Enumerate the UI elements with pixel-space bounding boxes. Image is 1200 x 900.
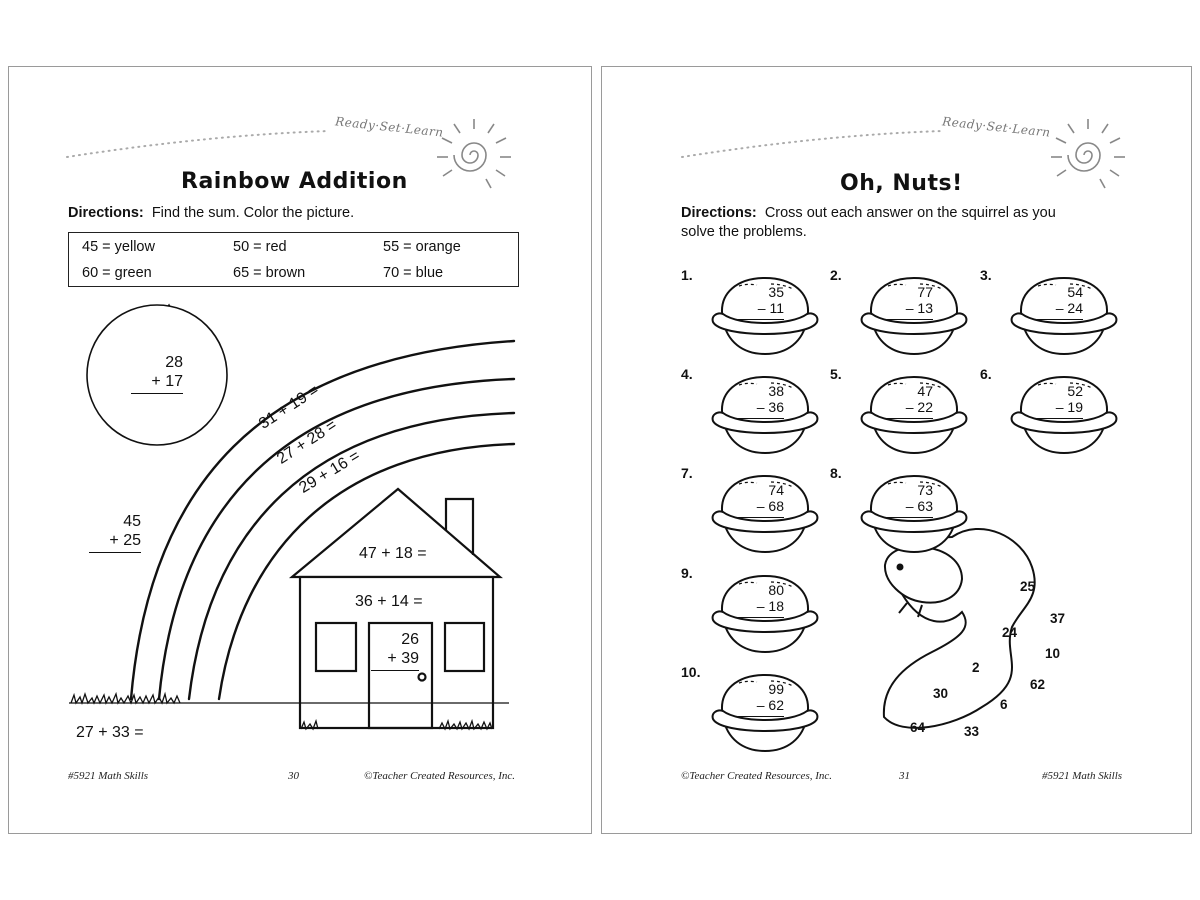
subtrahend: – 68 — [756, 498, 784, 514]
footer-right: #5921 Math Skills — [1042, 770, 1123, 782]
subtrahend: – 24 — [1055, 300, 1083, 316]
subtrahend: – 36 — [756, 399, 784, 415]
footer-right: ©Teacher Created Resources, Inc. — [364, 770, 516, 782]
left-problem-top: 45 — [123, 513, 141, 530]
squirrel-answer[interactable]: 6 — [1000, 697, 1008, 712]
minuend: 73 — [917, 482, 933, 498]
squirrel-answer[interactable]: 37 — [1050, 611, 1066, 626]
problem-number: 4. — [681, 366, 693, 382]
subtraction-problem — [736, 284, 784, 320]
problem-number: 6. — [980, 366, 992, 382]
page-title: Rainbow Addition — [181, 169, 408, 194]
subtraction-problem — [736, 482, 784, 518]
subtrahend: – 11 — [757, 300, 784, 316]
directions-text: Cross out each answer on the squirrel as you — [764, 205, 1056, 221]
rainbow-problem: 29 + 16 = — [296, 447, 364, 497]
minuend: 52 — [1067, 383, 1083, 399]
header-sun-logo — [437, 119, 511, 188]
page-title: Oh, Nuts! — [840, 171, 963, 196]
directions-label: Directions: — [68, 205, 144, 221]
left-problem — [89, 512, 141, 553]
color-key-item: 45 = yellow — [82, 239, 155, 255]
header-sun-logo — [1051, 119, 1125, 188]
color-key-item: 60 = green — [82, 265, 152, 281]
problem-number: 2. — [830, 267, 842, 283]
color-key-item: 50 = red — [233, 239, 287, 255]
squirrel-answer[interactable]: 2 — [972, 660, 980, 675]
footer-left: ©Teacher Created Resources, Inc. — [681, 770, 833, 782]
subtrahend: – 18 — [756, 598, 784, 614]
subtrahend: – 19 — [1055, 399, 1083, 415]
squirrel-answer[interactable]: 10 — [1045, 646, 1061, 661]
subtraction-problem — [736, 681, 784, 717]
problem-number: 9. — [681, 565, 693, 581]
door-problem — [371, 630, 419, 671]
sun-problem-top: 28 — [165, 354, 183, 371]
roof-problem: 47 + 18 = — [359, 545, 427, 562]
brand-logo-text: Ready·Set·Learn — [941, 114, 1052, 140]
subtraction-problem — [1035, 383, 1083, 419]
minuend: 35 — [768, 284, 784, 300]
squirrel-answer[interactable]: 25 — [1020, 579, 1036, 594]
squirrel-answer[interactable]: 64 — [910, 720, 926, 735]
directions-text: solve the problems. — [681, 224, 807, 240]
squirrel-answer[interactable]: 33 — [964, 724, 980, 739]
subtraction-problem — [885, 284, 933, 320]
squirrel-answer[interactable]: 62 — [1030, 677, 1046, 692]
problem-number: 3. — [980, 267, 992, 283]
minuend: 74 — [768, 482, 784, 498]
color-key-box — [68, 232, 519, 287]
worksheet-page-right — [601, 66, 1192, 834]
rainbow-problem: 27 + 28 = — [274, 416, 341, 468]
subtrahend: – 13 — [905, 300, 933, 316]
subtraction-problem — [736, 383, 784, 419]
minuend: 54 — [1067, 284, 1083, 300]
directions — [681, 204, 1121, 242]
directions — [68, 204, 354, 223]
brand-logo-text: Ready·Set·Learn — [334, 114, 445, 140]
minuend: 99 — [768, 681, 784, 697]
subtrahend: – 63 — [905, 498, 933, 514]
problem-number: 1. — [681, 267, 693, 283]
minuend: 80 — [768, 582, 784, 598]
minuend: 38 — [768, 383, 784, 399]
directions-label: Directions: — [681, 205, 757, 221]
grass-problem: 27 + 33 = — [76, 724, 144, 741]
worksheet-page-left — [8, 66, 592, 834]
rainbow-problem: 31 + 19 = — [256, 381, 323, 433]
subtrahend: – 22 — [905, 399, 933, 415]
sun-problem — [131, 353, 183, 394]
directions-text: Find the sum. Color the picture. — [151, 205, 355, 221]
sun-problem-bottom: + 17 — [151, 373, 183, 390]
left-problem-bottom: + 25 — [109, 532, 141, 549]
squirrel-answer[interactable]: 24 — [1002, 625, 1018, 640]
subtrahend: – 62 — [756, 697, 784, 713]
footer-page-number: 31 — [899, 770, 910, 782]
problem-number: 8. — [830, 465, 842, 481]
subtraction-problem — [1035, 284, 1083, 320]
footer-page-number: 30 — [288, 770, 299, 782]
problem-number: 5. — [830, 366, 842, 382]
subtraction-problem — [885, 482, 933, 518]
footer-left: #5921 Math Skills — [68, 770, 149, 782]
color-key-item: 70 = blue — [383, 265, 444, 281]
problem-number: 10. — [681, 664, 701, 680]
door-problem-bottom: + 39 — [387, 650, 419, 667]
door-problem-top: 26 — [401, 631, 419, 648]
problem-number: 7. — [681, 465, 693, 481]
color-key-item: 65 = brown — [233, 265, 306, 281]
subtraction-problem — [885, 383, 933, 419]
minuend: 77 — [917, 284, 933, 300]
minuend: 47 — [917, 383, 933, 399]
house-problem: 36 + 14 = — [355, 593, 423, 610]
color-key-item: 55 = orange — [383, 239, 461, 255]
subtraction-problem — [736, 582, 784, 618]
squirrel-answer[interactable]: 30 — [933, 686, 949, 701]
